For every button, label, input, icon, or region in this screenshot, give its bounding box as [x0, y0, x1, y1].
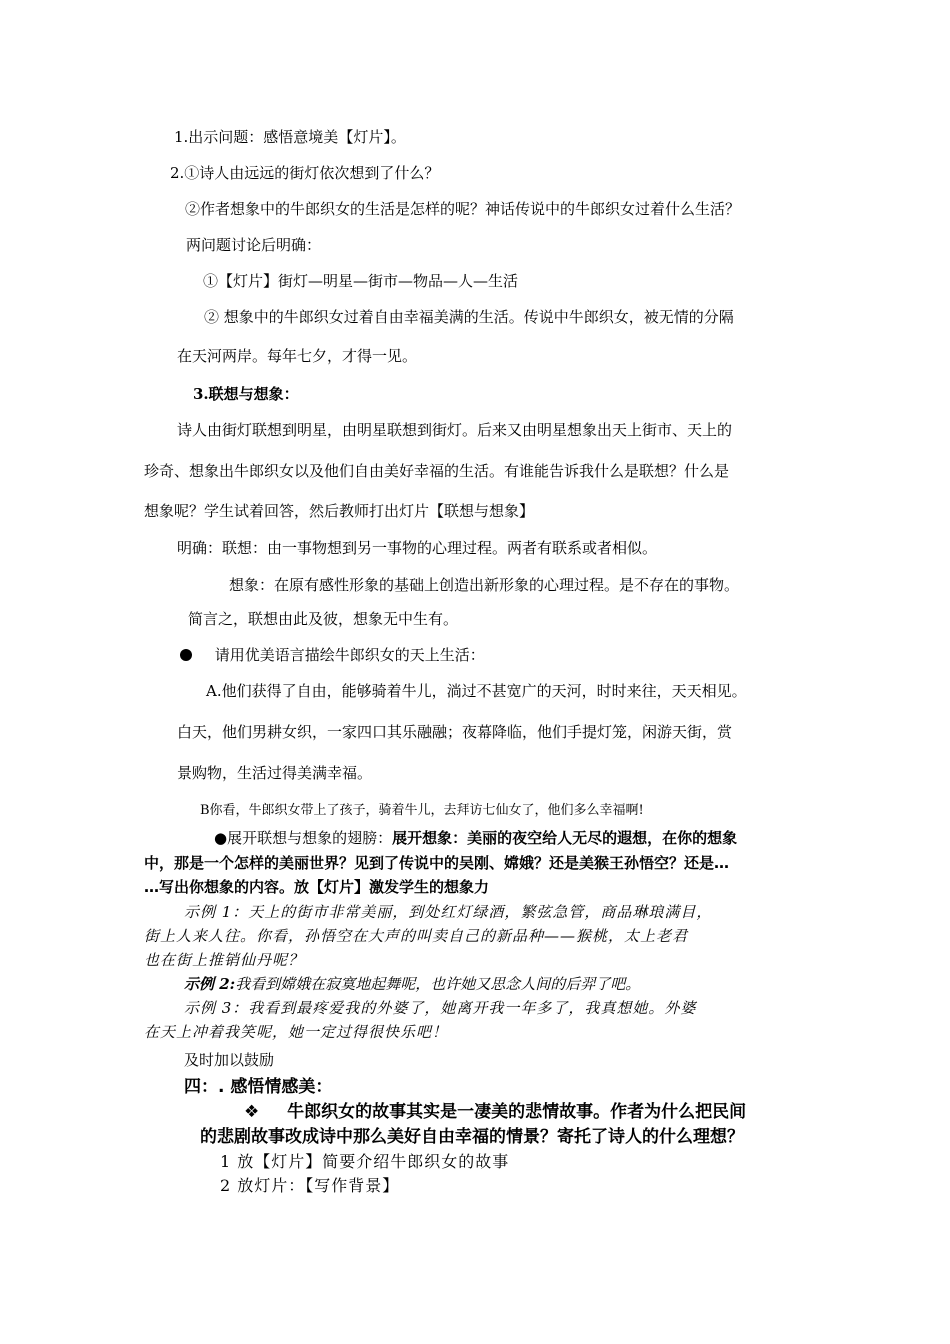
line-20 [214, 828, 737, 848]
line-10: 珍奇、想象出牛郎织女以及他们自由美好幸福的生活。有谁能告诉我什么是联想？什么是 [144, 462, 730, 480]
section-heading-4: 四：. 感悟情感美： [184, 1077, 333, 1097]
line-34: 2 放灯片：【写作背景】 [220, 1176, 400, 1195]
line-14: 简言之，联想由此及彼，想象无中生有。 [188, 610, 459, 628]
line-2: 2.①诗人由远远的街灯依次想到了什么？ [170, 164, 440, 182]
line-18: 景购物，生活过得美满幸福。 [177, 764, 373, 782]
line-1: 1.出示问题：感悟意境美【灯片】。 [174, 128, 406, 146]
line-12: 明确：联想：由一事物想到另一事物的心理过程。两者有联系或者相似。 [177, 539, 658, 557]
line-5: ①【灯片】街灯—明星—街市—物品—人—生活 [203, 272, 519, 290]
diamond-bullet-icon: ❖ [244, 1102, 260, 1122]
line-33: 1 放【灯片】简要介绍牛郎织女的故事 [220, 1152, 510, 1171]
line-15 [180, 645, 485, 665]
line-11: 想象呢？学生试着回答，然后教师打出灯片【联想与想象】 [144, 502, 535, 520]
line-26 [184, 974, 640, 994]
line-8: 3.联想与想象： [193, 385, 299, 403]
line-23: 示例 1：天上的街市非常美丽，到处红灯绿酒，繁弦急管，商品琳琅满目， [184, 903, 713, 921]
line-17: 白天，他们男耕女织，一家四口其乐融融；夜幕降临，他们手提灯笼，闲游天街，赏 [177, 723, 733, 741]
line-24: 街上人来人往。你看，孙悟空在大声的叫卖自己的新品种——猴桃，太上老君 [144, 927, 689, 945]
line-26-text: 我看到嫦娥在寂寞地起舞呢，也许她又思念人间的后羿了吧。 [235, 975, 641, 993]
bullet-icon [180, 649, 192, 661]
line-6: ② 想象中的牛郎织女过着自由幸福美满的生活。传说中牛郎织女，被无情的分隔 [204, 308, 734, 326]
line-13: 想象：在原有感性形象的基础上创造出新形象的心理过程。是不存在的事物。 [229, 576, 740, 594]
line-20-lead: ●展开联想与想象的翅膀： [214, 829, 393, 847]
line-28: 在天上冲着我笑呢，她一定过得很快乐吧！ [144, 1023, 449, 1041]
line-29: 及时加以鼓励 [184, 1051, 275, 1069]
line-4: 两问题讨论后明确： [186, 236, 322, 254]
line-31-text: 牛郎织女的故事其实是一凄美的悲情故事。作者为什么把民间 [287, 1102, 747, 1122]
line-16: A.他们获得了自由，能够骑着牛儿，淌过不甚宽广的天河，时时来往，天天相见。 [206, 682, 747, 700]
line-9: 诗人由街灯联想到明星，由明星联想到街灯。后来又由明星想象出天上街市、天上的 [177, 421, 733, 439]
line-21: 中，那是一个怎样的美丽世界？见到了传说中的吴刚、嫦娥？还是美猴王孙悟空？还是… [144, 854, 730, 872]
line-26-label: 示例 2: [184, 975, 236, 993]
line-32: 的悲剧故事改成诗中那么美好自由幸福的情景？寄托了诗人的什么理想？ [200, 1127, 744, 1147]
line-7: 在天河两岸。每年七夕，才得一见。 [177, 347, 418, 365]
line-3: ②作者想象中的牛郎织女的生活是怎样的呢？神话传说中的牛郎织女过着什么生活？ [185, 200, 741, 218]
line-27: 示例 3：我看到最疼爱我的外婆了，她离开我一年多了，我真想她。外婆 [184, 999, 697, 1017]
line-25: 也在街上推销仙丹呢？ [144, 951, 305, 969]
line-22: …写出你想象的内容。放【灯片】激发学生的想象力 [144, 878, 490, 896]
line-20-bold: 展开想象：美丽的夜空给人无尽的遐想，在你的想象 [392, 829, 738, 847]
line-19: B你看，牛郎织女带上了孩子，骑着牛儿，去拜访七仙女了，他们多么幸福啊! [200, 803, 644, 818]
line-15-text: 请用优美语言描绘牛郎织女的天上生活： [214, 646, 485, 664]
line-31 [244, 1101, 746, 1123]
